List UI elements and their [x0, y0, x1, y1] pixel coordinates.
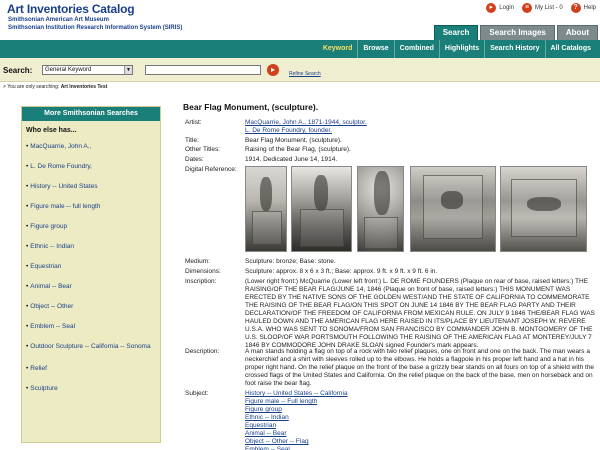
subject-link[interactable]: Figure male -- Full length — [245, 398, 318, 405]
subnav-search-history[interactable]: Search History — [484, 40, 544, 58]
sidebar-item-label: Equestrian — [30, 263, 62, 270]
sidebar-item[interactable] — [26, 323, 158, 331]
subject-link[interactable]: History -- United States -- California — [245, 390, 348, 397]
login-icon: ▸ — [486, 3, 496, 13]
sidebar-item[interactable] — [26, 283, 158, 291]
my-list-link[interactable] — [522, 3, 563, 13]
sidebar-item[interactable] — [26, 203, 158, 211]
sidebar-item[interactable] — [26, 143, 158, 151]
subject-link[interactable]: Ethnic -- Indian — [245, 414, 289, 421]
login-link[interactable] — [486, 3, 514, 13]
refine-search-link[interactable]: Refine Search — [289, 71, 321, 77]
dimensions-value: Sculpture: approx. 8 x 6 x 3 ft.; Base: approx. 9 ft. x 9 ft. x 9 ft. 6 in. — [245, 268, 438, 275]
my-list-label: My List - 0 — [534, 5, 563, 11]
sidebar-item[interactable] — [26, 365, 158, 373]
subject-list — [245, 390, 348, 450]
photo-thumbnail[interactable] — [245, 166, 287, 252]
record-detail — [183, 102, 595, 450]
photo-thumbnail[interactable] — [291, 166, 352, 252]
sidebar-item[interactable] — [26, 223, 158, 231]
system-name: Smithsonian Institution Research Information System (SIRIS) — [8, 25, 183, 31]
bullet-icon: • — [26, 223, 29, 230]
subnav-highlights[interactable]: Highlights — [439, 40, 484, 58]
subnav-combined[interactable]: Combined — [394, 40, 439, 58]
subnav-browse[interactable]: Browse — [357, 40, 393, 58]
top-links — [486, 3, 596, 13]
search-type-select[interactable] — [42, 65, 133, 75]
sidebar-item[interactable] — [26, 385, 158, 393]
photo-thumbnail[interactable] — [357, 166, 404, 252]
dates-value: 1914. Dedicated June 14, 1914. — [245, 156, 338, 163]
help-label: Help — [583, 5, 596, 11]
inscription-value: (Lower right front:) McQuarrie (Lower left front:) L. DE ROME FOUNDERS (Plaque on rear of base, raised letters:) THE RAISING/OF THE BEAR FLAG/JUNE 14, 1846 (Plaque on front of base, raised letters:) THIS MONUMENT WAS ERECTED BY THE NATIVE SONS OF THE GOLDEN WEST/AND THE STATE OF CALIFORNIA TO COMMEMORATE THE RAISING OF THE BEAR FLAG/ON THIS SPOT ON JUNE 14 1846 BY THE BEAR FLAG PARTY AND THEIR DECLARATION/OF THE FREEDOM OF CALIFORNIA FROM MEXICAN RULE. ON JULY 9 1846 THE/BEAR FLAG WAS HAULED DOWN AND THE AMERICAN FLAG HERE RAISED IN ITS/PLACE BY LIEUTENANT JOSEPH W. REVERE U.S.A. WHO WAS SENT TO SONOMA/FROM SAN FRANCISCO BY COMMANDER JOHN B. MONTGOMERY OF THE U.S. SLOOP/OF WAR PORTSMOUTH FOLLOWING THE RAISING OF THE AMERICAN FLAG AT MONTEREY/JULY 7 1846 BY COMMODORE JOHN DRAKE SLOAN signed Founder's mark appears. — [245, 278, 595, 349]
photo-thumbnail[interactable] — [500, 166, 587, 252]
sidebar-header: More Smithsonian Searches — [22, 107, 160, 121]
artist-label: Artist: — [185, 119, 202, 126]
artist-link[interactable]: MacQuarrie, John A., 1871-1944, sculptor. — [245, 119, 367, 126]
sidebar-item-label: L. De Rome Foundry, — [30, 163, 92, 170]
title-label: Title: — [185, 137, 199, 144]
medium-label: Medium: — [185, 258, 210, 265]
bullet-icon: • — [26, 323, 29, 330]
sidebar-item-label: MacQuarrie, John A., — [30, 143, 92, 150]
subject-link[interactable]: Equestrian — [245, 422, 277, 429]
bullet-icon: • — [26, 385, 29, 392]
sidebar-item-label: Relief — [30, 365, 47, 372]
bullet-icon: • — [26, 365, 29, 372]
subject-link[interactable]: Emblem -- Seal — [245, 446, 290, 450]
search-input[interactable] — [145, 65, 261, 75]
subnav-all-catalogs[interactable]: All Catalogs — [545, 40, 596, 58]
title-value: Bear Flag Monument, (sculpture). — [245, 137, 342, 144]
medium-value: Sculpture: bronze; Base: stone. — [245, 258, 336, 265]
sidebar-item-label: Outdoor Sculpture -- California -- Sonoma — [30, 343, 151, 350]
bullet-icon: • — [26, 183, 29, 190]
founder-link[interactable]: L. De Rome Foundry, founder. — [245, 127, 332, 134]
sidebar-item[interactable] — [26, 343, 158, 351]
bullet-icon: • — [26, 143, 29, 150]
museum-name: Smithsonian American Art Museum — [8, 17, 109, 23]
sidebar-item-label: History -- United States — [30, 183, 98, 190]
bullet-icon: • — [26, 163, 29, 170]
sidebar-item-label: Animal -- Bear — [30, 283, 72, 290]
bullet-icon: • — [26, 303, 29, 310]
subject-link[interactable]: Object -- Other -- Flag — [245, 438, 309, 445]
subnav-keyword[interactable]: Keyword — [322, 45, 353, 52]
sidebar-item-label: Figure male -- full length — [30, 203, 101, 210]
searching-note — [3, 84, 107, 90]
searching-note-prefix: > You are only searching: — [3, 84, 60, 90]
sidebar-item[interactable] — [26, 163, 158, 171]
bullet-icon: • — [26, 203, 29, 210]
bullet-icon: • — [26, 243, 29, 250]
record-title: Bear Flag Monument, (sculpture). — [183, 102, 319, 112]
search-bar — [0, 58, 600, 82]
login-label: Login — [499, 5, 514, 11]
bullet-icon: • — [26, 283, 29, 290]
bullet-icon: • — [26, 343, 29, 350]
app-title[interactable]: Art Inventories Catalog — [7, 2, 135, 16]
searching-catalog: Art Inventories Test — [60, 84, 108, 90]
sidebar-item-label: Sculpture — [30, 385, 58, 392]
sidebar-subheader: Who else has... — [26, 127, 77, 134]
tab-search-images[interactable]: Search Images — [480, 25, 554, 40]
sidebar — [21, 106, 161, 443]
inscription-label: Inscription: — [185, 278, 217, 285]
sidebar-item[interactable] — [26, 303, 158, 311]
list-icon: ≡ — [522, 3, 532, 13]
description-label: Description: — [185, 348, 220, 355]
search-go-button[interactable]: ▸ — [267, 64, 279, 76]
main-tabs — [434, 25, 598, 40]
help-link[interactable] — [571, 3, 596, 13]
photo-thumbnail[interactable] — [410, 166, 496, 252]
dimensions-label: Dimensions: — [185, 268, 221, 275]
sidebar-item[interactable] — [26, 263, 158, 271]
subject-label: Subject: — [185, 390, 209, 397]
dates-label: Dates: — [185, 156, 204, 163]
sidebar-item[interactable] — [26, 183, 158, 191]
sidebar-item-label: Figure group — [30, 223, 68, 230]
sub-navigation — [0, 40, 600, 58]
other-titles-value: Raising of the Bear Flag, (sculpture). — [245, 146, 351, 153]
help-icon: ? — [571, 3, 581, 13]
chevron-down-icon[interactable]: ▼ — [124, 66, 132, 74]
sidebar-item-label: Ethnic -- Indian — [30, 243, 74, 250]
bullet-icon: • — [26, 263, 29, 270]
sidebar-item[interactable] — [26, 243, 158, 251]
sidebar-item-label: Emblem -- Seal — [30, 323, 76, 330]
subject-link[interactable]: Animal -- Bear — [245, 430, 287, 437]
subject-link[interactable]: Figure group — [245, 406, 282, 413]
tab-search[interactable]: Search — [434, 25, 479, 40]
description-value: A man stands holding a flag on top of a rock with two relief plaques, one on front and one on the back. The man wears a neckerchief and a shirt with sleeves rolled up to the elbows. He holds a flagpole in his proper left hand and a hat in his proper right hand. On the relief plaque on the front of the base a grizzly bear stands on all fours on top of a shield with the crossed flags of the United States and California. On the relief plaque on the back of the base, men on horseback and on foot raise the bear flag. — [245, 348, 595, 387]
tab-about[interactable]: About — [557, 25, 598, 40]
digital-reference-label: Digital Reference: — [185, 166, 237, 173]
artist-value — [245, 119, 367, 135]
sidebar-item-label: Object -- Other — [30, 303, 74, 310]
other-titles-label: Other Titles: — [185, 146, 221, 153]
search-label: Search: — [3, 66, 33, 75]
search-type-value: General Keyword — [45, 67, 92, 73]
